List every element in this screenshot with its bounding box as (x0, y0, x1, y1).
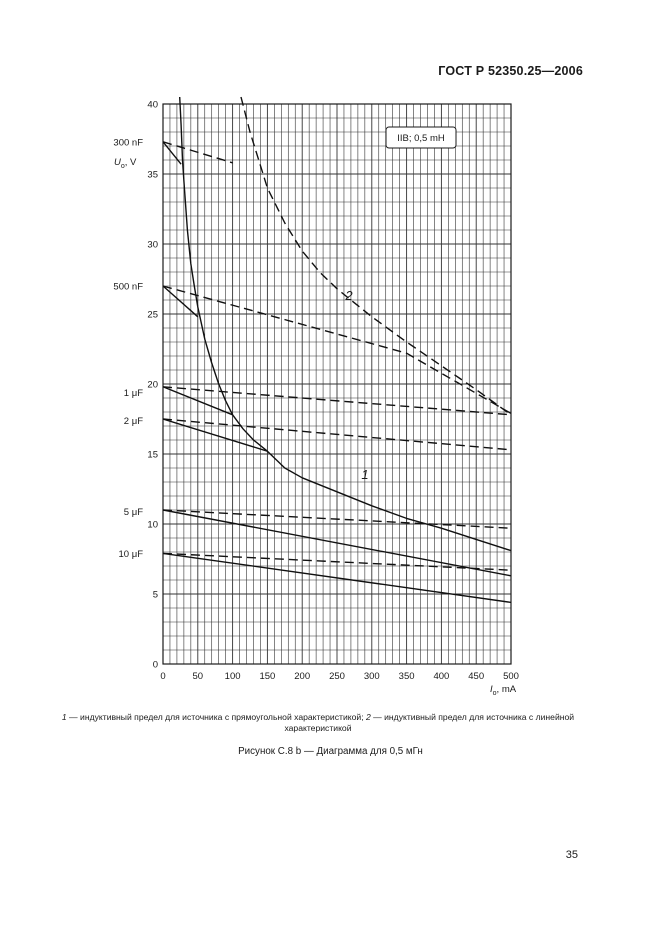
capacitance-label: 500 nF (113, 281, 143, 293)
caption-text-2: — индуктивный предел для источника с линейной характеристикой (284, 712, 575, 733)
y-tick-label: 5 (152, 589, 158, 601)
x-axis-label: $I_o$, mA (490, 684, 517, 697)
legend-text: IIB; 0,5 mH (397, 133, 445, 144)
x-tick-label: 500 (503, 671, 519, 682)
x-tick-label: 450 (468, 671, 485, 682)
y-tick-label: 35 (147, 169, 158, 181)
figure-title: Рисунок С.8 b — Диаграмма для 0,5 мГн (238, 746, 423, 757)
document-header: ГОСТ Р 52350.25—2006 (438, 64, 583, 78)
figure-caption (48, 712, 588, 734)
series-line (163, 419, 267, 451)
curve-label: 1 (361, 467, 369, 483)
capacitance-label: 10 μF (118, 548, 143, 560)
y-tick-label: 25 (147, 309, 158, 321)
caption-label-1: 1 (61, 712, 67, 722)
x-tick-label: 0 (160, 671, 166, 682)
x-tick-label: 350 (398, 671, 415, 682)
series-line (180, 97, 511, 551)
capacitance-label: 300 nF (113, 137, 143, 149)
x-tick-label: 100 (224, 671, 241, 682)
y-tick-label: 40 (147, 99, 158, 111)
capacitance-label: 5 μF (123, 506, 143, 518)
capacitance-label: 2 μF (123, 415, 143, 427)
labels (113, 127, 456, 560)
y-tick-label: 30 (147, 239, 158, 251)
x-tick-label: 250 (329, 671, 345, 682)
y-tick-label: 15 (147, 449, 158, 461)
x-tick-label: 50 (192, 671, 204, 682)
x-tick-label: 300 (363, 671, 380, 682)
x-tick-label: 400 (433, 671, 450, 682)
curve-label: 2 (345, 288, 353, 303)
capacitance-label: 1 μF (123, 387, 143, 399)
y-tick-label: 0 (152, 659, 158, 671)
page-number: 35 (565, 849, 578, 861)
caption-label-2: 2 (365, 712, 371, 722)
y-axis-label: $U_o$, V (114, 157, 137, 170)
x-tick-label: 150 (259, 671, 276, 682)
caption-text-1: — индуктивный предел для источника с прямоугольной характеристикой; (66, 712, 366, 722)
x-tick-label: 200 (294, 671, 311, 682)
y-tick-label: 20 (147, 379, 158, 391)
y-tick-label: 10 (147, 519, 158, 531)
series-line (163, 142, 181, 164)
